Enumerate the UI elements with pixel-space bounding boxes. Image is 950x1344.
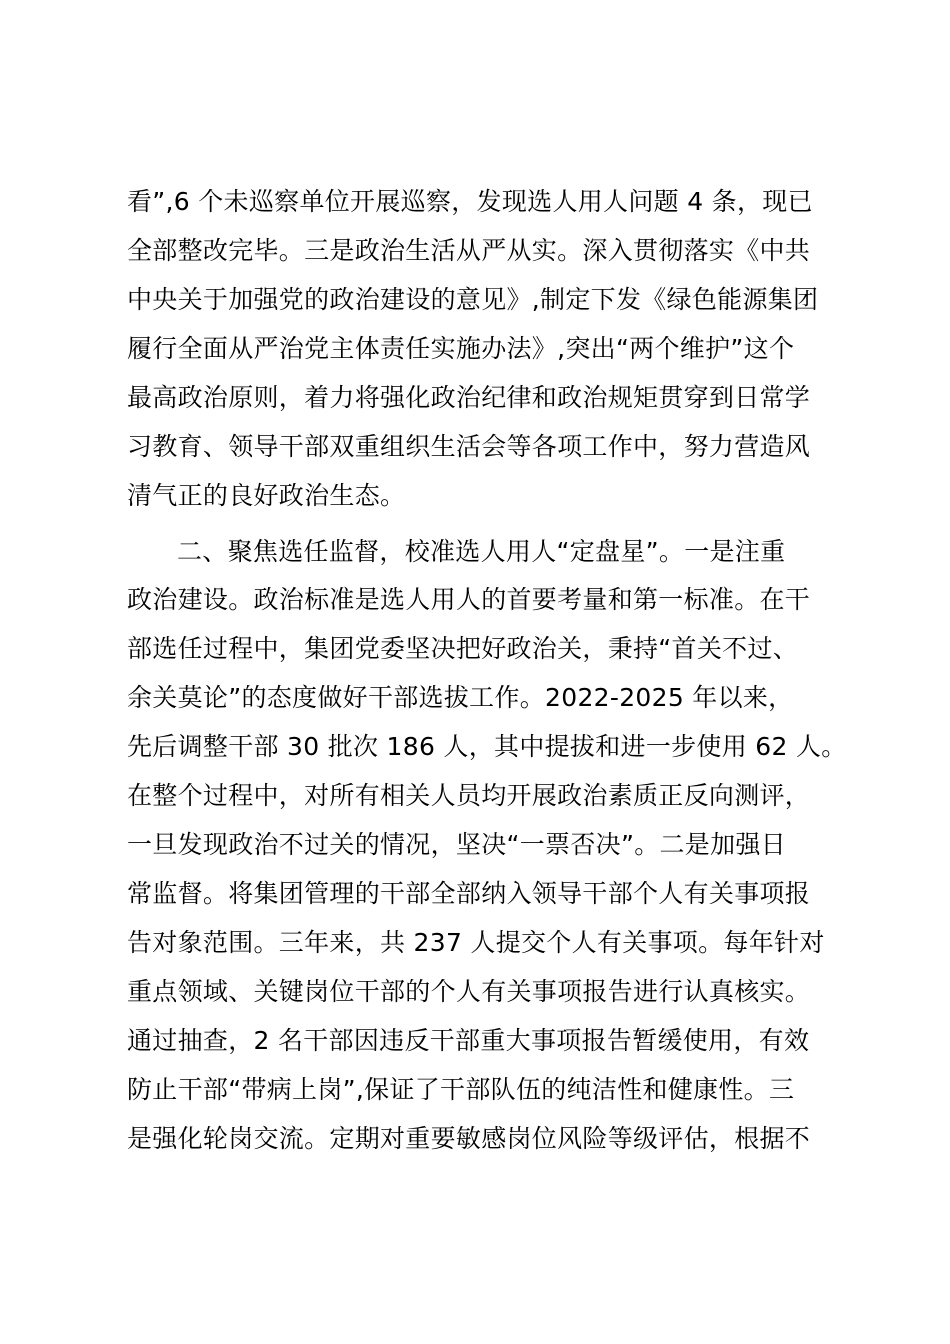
text-line: 防止干部“带病上岗”,保证了干部队伍的纯洁性和健康性。三 [127,1075,795,1104]
text-line: 看”,6 个未巡察单位开展巡察，发现选人用人问题 4 条，现已 [127,187,813,216]
text-line: 告对象范围。三年来，共 237 人提交个人有关事项。每年针对 [127,928,825,957]
text-line: 通过抽查，2 名干部因违反干部重大事项报告暂缓使用，有效 [127,1026,810,1055]
text-line: 在整个过程中，对所有相关人员均开展政治素质正反向测评， [127,781,811,810]
text-line: 最高政治原则，着力将强化政治纪律和政治规矩贯穿到日常学 [127,383,811,412]
paragraph-heading-line: 二、聚焦选任监督，校准选人用人“定盘星”。一是注重 [177,537,786,566]
text-line: 重点领域、关键岗位干部的个人有关事项报告进行认真核实。 [127,977,811,1006]
text-line: 是强化轮岗交流。定期对重要敏感岗位风险等级评估，根据不 [127,1124,811,1153]
text-line: 一旦发现政治不过关的情况，坚决“一票否决”。二是加强日 [127,830,787,859]
text-line: 部选任过程中，集团党委坚决把好政治关，秉持“首关不过、 [127,634,799,663]
text-line: 履行全面从严治党主体责任实施办法》,突出“两个维护”这个 [127,334,795,363]
text-line: 政治建设。政治标准是选人用人的首要考量和第一标准。在干 [127,585,811,614]
text-line: 常监督。将集团管理的干部全部纳入领导干部个人有关事项报 [127,879,811,908]
text-line: 中央关于加强党的政治建设的意见》,制定下发《绿色能源集团 [127,285,819,314]
text-line: 清气正的良好政治生态。 [127,481,406,510]
text-line: 先后调整干部 30 批次 186 人，其中提拔和进一步使用 62 人。 [127,732,847,761]
text-line: 余关莫论”的态度做好干部选拔工作。2022-2025 年以来， [127,683,794,712]
text-line: 习教育、领导干部双重组织生活会等各项工作中，努力营造风 [127,432,811,461]
text-line: 全部整改完毕。三是政治生活从严从实。深入贯彻落实《中共 [127,236,811,265]
